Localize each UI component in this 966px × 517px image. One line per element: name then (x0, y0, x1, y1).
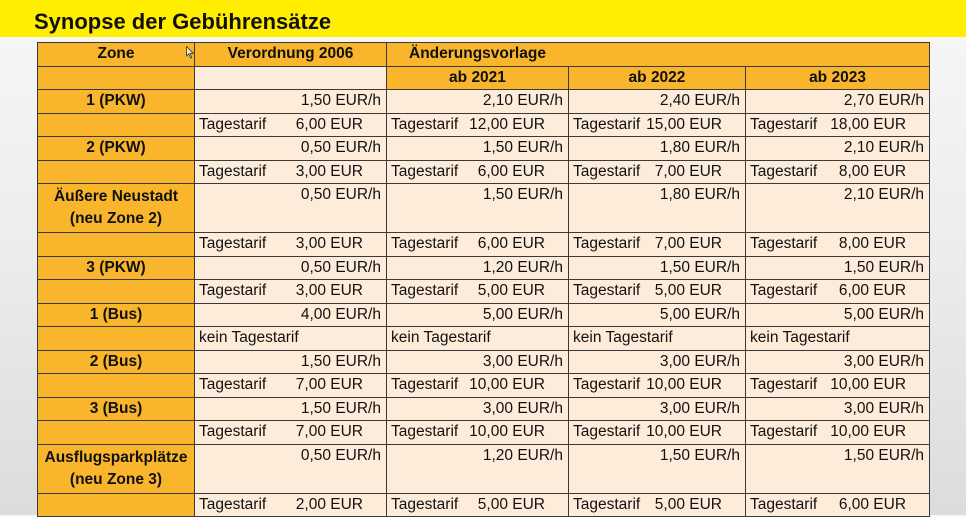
day-rate-label: Tagestarif (750, 282, 818, 300)
zone-cell-empty (38, 280, 195, 304)
day-rate-label: Tagestarif (750, 423, 818, 441)
hourly-rate-cell: 1,50 EUR/h (195, 90, 387, 114)
zone-label: 2 (Bus) (89, 352, 143, 370)
zone-label: 1 (Bus) (89, 305, 143, 323)
day-rate-label: Tagestarif (573, 495, 641, 513)
day-rate-label: Tagestarif (573, 115, 641, 133)
day-rate-label: Tagestarif (199, 235, 267, 253)
day-rate-label: Tagestarif (391, 376, 459, 394)
day-rate-row (38, 327, 930, 351)
zone-cell (38, 303, 195, 327)
day-rate-amount: 10,00 EUR (469, 423, 545, 441)
day-rate-amount: 3,00 EUR (295, 282, 363, 300)
day-rate-amount: 12,00 EUR (469, 115, 545, 133)
page-title: Synopse der Gebührensätze (34, 9, 332, 34)
hourly-rate-cell: 5,00 EUR/h (569, 303, 746, 327)
day-rate-amount: 5,00 EUR (654, 495, 722, 513)
day-rate-cell (746, 421, 930, 445)
day-rate-label: Tagestarif (199, 495, 267, 513)
hourly-rate-cell: 2,70 EUR/h (746, 90, 930, 114)
day-rate-label: Tagestarif (199, 376, 267, 394)
day-rate-cell (387, 160, 569, 184)
rate-row (38, 256, 930, 280)
zone-cell-empty (38, 421, 195, 445)
zone-cell (38, 184, 195, 233)
day-rate-amount: 10,00 EUR (646, 376, 722, 394)
mouse-cursor-icon (186, 46, 194, 59)
header-aenderung: Änderungsvorlage (387, 43, 930, 67)
day-rate-amount: 7,00 EUR (295, 376, 363, 394)
hourly-rate-cell: 0,50 EUR/h (195, 444, 387, 493)
day-rate-label: Tagestarif (199, 423, 267, 441)
hourly-rate-cell: 0,50 EUR/h (195, 256, 387, 280)
day-rate-label: Tagestarif (391, 495, 459, 513)
day-rate-amount: 6,00 EUR (477, 162, 545, 180)
day-rate-label: kein Tagestarif (199, 329, 299, 347)
day-rate-row (38, 113, 930, 137)
header-row (38, 43, 930, 67)
zone-cell-empty (38, 113, 195, 137)
day-rate-amount: 6,00 EUR (295, 115, 363, 133)
day-rate-cell (746, 160, 930, 184)
day-rate-amount: 3,00 EUR (295, 235, 363, 253)
hourly-rate-cell: 2,10 EUR/h (387, 90, 569, 114)
rate-row (38, 444, 930, 493)
day-rate-amount: 8,00 EUR (838, 235, 907, 253)
zone-label: 3 (PKW) (86, 258, 146, 276)
day-rate-amount: 18,00 EUR (830, 115, 907, 133)
subheader-empty-zone (38, 66, 195, 90)
day-rate-amount: 5,00 EUR (654, 282, 722, 300)
title-banner (0, 0, 966, 37)
zone-cell-empty (38, 374, 195, 398)
hourly-rate-cell: 2,10 EUR/h (746, 184, 930, 233)
day-rate-amount: 5,00 EUR (477, 282, 545, 300)
day-rate-cell (387, 374, 569, 398)
day-rate-cell (387, 493, 569, 517)
day-rate-cell (569, 233, 746, 257)
hourly-rate-cell: 3,00 EUR/h (569, 397, 746, 421)
day-rate-cell (195, 160, 387, 184)
day-rate-label: Tagestarif (573, 282, 641, 300)
zone-cell (38, 90, 195, 114)
hourly-rate-cell: 1,50 EUR/h (387, 137, 569, 161)
day-rate-amount: 7,00 EUR (654, 235, 722, 253)
rate-row (38, 350, 930, 374)
day-rate-row (38, 421, 930, 445)
zone-label: (neu Zone 2) (69, 210, 163, 227)
day-rate-label: Tagestarif (199, 162, 267, 180)
hourly-rate-cell: 1,80 EUR/h (569, 137, 746, 161)
day-rate-cell (387, 280, 569, 304)
day-rate-cell (746, 280, 930, 304)
day-rate-label: Tagestarif (391, 115, 459, 133)
zone-cell (38, 137, 195, 161)
hourly-rate-cell: 0,50 EUR/h (195, 137, 387, 161)
rate-row (38, 137, 930, 161)
day-rate-amount: 10,00 EUR (830, 376, 907, 394)
hourly-rate-cell: 5,00 EUR/h (387, 303, 569, 327)
header-verordnung: Verordnung 2006 (195, 43, 387, 67)
hourly-rate-cell: 5,00 EUR/h (746, 303, 930, 327)
day-rate-amount: 15,00 EUR (646, 115, 722, 133)
header-ab2022: ab 2022 (569, 66, 746, 90)
day-rate-cell (569, 374, 746, 398)
day-rate-cell (195, 421, 387, 445)
day-rate-row (38, 233, 930, 257)
day-rate-cell (746, 233, 930, 257)
hourly-rate-cell: 1,50 EUR/h (195, 397, 387, 421)
day-rate-label: Tagestarif (573, 235, 641, 253)
day-rate-amount: 10,00 EUR (830, 423, 907, 441)
day-rate-cell (195, 327, 387, 351)
day-rate-label: Tagestarif (199, 282, 267, 300)
day-rate-amount: 3,00 EUR (295, 162, 363, 180)
day-rate-label: Tagestarif (573, 376, 641, 394)
hourly-rate-cell: 1,50 EUR/h (387, 184, 569, 233)
day-rate-label: Tagestarif (750, 376, 818, 394)
header-zone: Zone (38, 43, 195, 67)
hourly-rate-cell: 1,50 EUR/h (569, 444, 746, 493)
day-rate-cell (746, 327, 930, 351)
day-rate-amount: 10,00 EUR (469, 376, 545, 394)
day-rate-amount: 7,00 EUR (295, 423, 363, 441)
zone-cell (38, 350, 195, 374)
day-rate-amount: 10,00 EUR (646, 423, 722, 441)
day-rate-label: Tagestarif (391, 423, 459, 441)
day-rate-cell (195, 233, 387, 257)
day-rate-cell (569, 327, 746, 351)
day-rate-label: Tagestarif (573, 162, 641, 180)
day-rate-amount: 6,00 EUR (477, 235, 545, 253)
hourly-rate-cell: 0,50 EUR/h (195, 184, 387, 233)
zone-cell (38, 444, 195, 493)
zone-label: 2 (PKW) (86, 139, 146, 157)
day-rate-cell (387, 233, 569, 257)
day-rate-label: Tagestarif (199, 115, 267, 133)
hourly-rate-cell: 3,00 EUR/h (387, 397, 569, 421)
zone-label: 3 (Bus) (89, 399, 143, 417)
hourly-rate-cell: 4,00 EUR/h (195, 303, 387, 327)
day-rate-cell (569, 280, 746, 304)
rate-row (38, 184, 930, 233)
hourly-rate-cell: 1,20 EUR/h (387, 444, 569, 493)
day-rate-amount: 6,00 EUR (838, 282, 907, 300)
day-rate-amount: 6,00 EUR (838, 495, 907, 513)
header-ab2023: ab 2023 (746, 66, 930, 90)
day-rate-label: Tagestarif (750, 235, 818, 253)
hourly-rate-cell: 1,50 EUR/h (195, 350, 387, 374)
day-rate-cell (569, 493, 746, 517)
day-rate-cell (746, 493, 930, 517)
zone-cell (38, 256, 195, 280)
subheader-empty-verordnung (195, 66, 387, 90)
hourly-rate-cell: 1,50 EUR/h (569, 256, 746, 280)
day-rate-amount: 2,00 EUR (295, 495, 363, 513)
day-rate-cell (387, 327, 569, 351)
hourly-rate-cell: 1,50 EUR/h (746, 444, 930, 493)
hourly-rate-cell: 2,10 EUR/h (746, 137, 930, 161)
hourly-rate-cell: 3,00 EUR/h (569, 350, 746, 374)
day-rate-cell (195, 280, 387, 304)
day-rate-cell (569, 113, 746, 137)
day-rate-cell (195, 113, 387, 137)
zone-cell-empty (38, 233, 195, 257)
day-rate-cell (569, 421, 746, 445)
hourly-rate-cell: 3,00 EUR/h (387, 350, 569, 374)
day-rate-cell (746, 374, 930, 398)
zone-cell-empty (38, 493, 195, 517)
day-rate-cell (746, 113, 930, 137)
fee-table (37, 42, 930, 517)
day-rate-label: Tagestarif (750, 115, 818, 133)
day-rate-label: kein Tagestarif (391, 329, 491, 347)
day-rate-amount: 7,00 EUR (654, 162, 722, 180)
zone-label: (neu Zone 3) (69, 470, 163, 488)
zone-label: Ausflugsparkplätze (44, 448, 188, 466)
hourly-rate-cell: 2,40 EUR/h (569, 90, 746, 114)
hourly-rate-cell: 3,00 EUR/h (746, 397, 930, 421)
day-rate-label: Tagestarif (750, 162, 818, 180)
day-rate-label: Tagestarif (391, 162, 459, 180)
header-ab2021: ab 2021 (387, 66, 569, 90)
rate-row (38, 90, 930, 114)
day-rate-label: Tagestarif (750, 495, 818, 513)
day-rate-label: Tagestarif (391, 235, 459, 253)
day-rate-cell (387, 113, 569, 137)
rate-row (38, 303, 930, 327)
subheader-row (38, 66, 930, 90)
day-rate-label: kein Tagestarif (573, 329, 673, 347)
zone-cell-empty (38, 160, 195, 184)
day-rate-cell (387, 421, 569, 445)
zone-label: 1 (PKW) (86, 92, 146, 110)
hourly-rate-cell: 3,00 EUR/h (746, 350, 930, 374)
rate-row (38, 397, 930, 421)
zone-cell (38, 397, 195, 421)
hourly-rate-cell: 1,50 EUR/h (746, 256, 930, 280)
day-rate-label: Tagestarif (573, 423, 641, 441)
day-rate-row (38, 160, 930, 184)
day-rate-row (38, 493, 930, 517)
day-rate-row (38, 374, 930, 398)
zone-cell-empty (38, 327, 195, 351)
day-rate-amount: 8,00 EUR (838, 162, 907, 180)
day-rate-label: Tagestarif (391, 282, 459, 300)
day-rate-cell (569, 160, 746, 184)
day-rate-amount: 5,00 EUR (477, 495, 545, 513)
hourly-rate-cell: 1,80 EUR/h (569, 184, 746, 233)
zone-label: Äußere Neustadt (53, 188, 179, 205)
day-rate-label: kein Tagestarif (750, 329, 850, 347)
hourly-rate-cell: 1,20 EUR/h (387, 256, 569, 280)
day-rate-row (38, 280, 930, 304)
day-rate-cell (195, 493, 387, 517)
day-rate-cell (195, 374, 387, 398)
